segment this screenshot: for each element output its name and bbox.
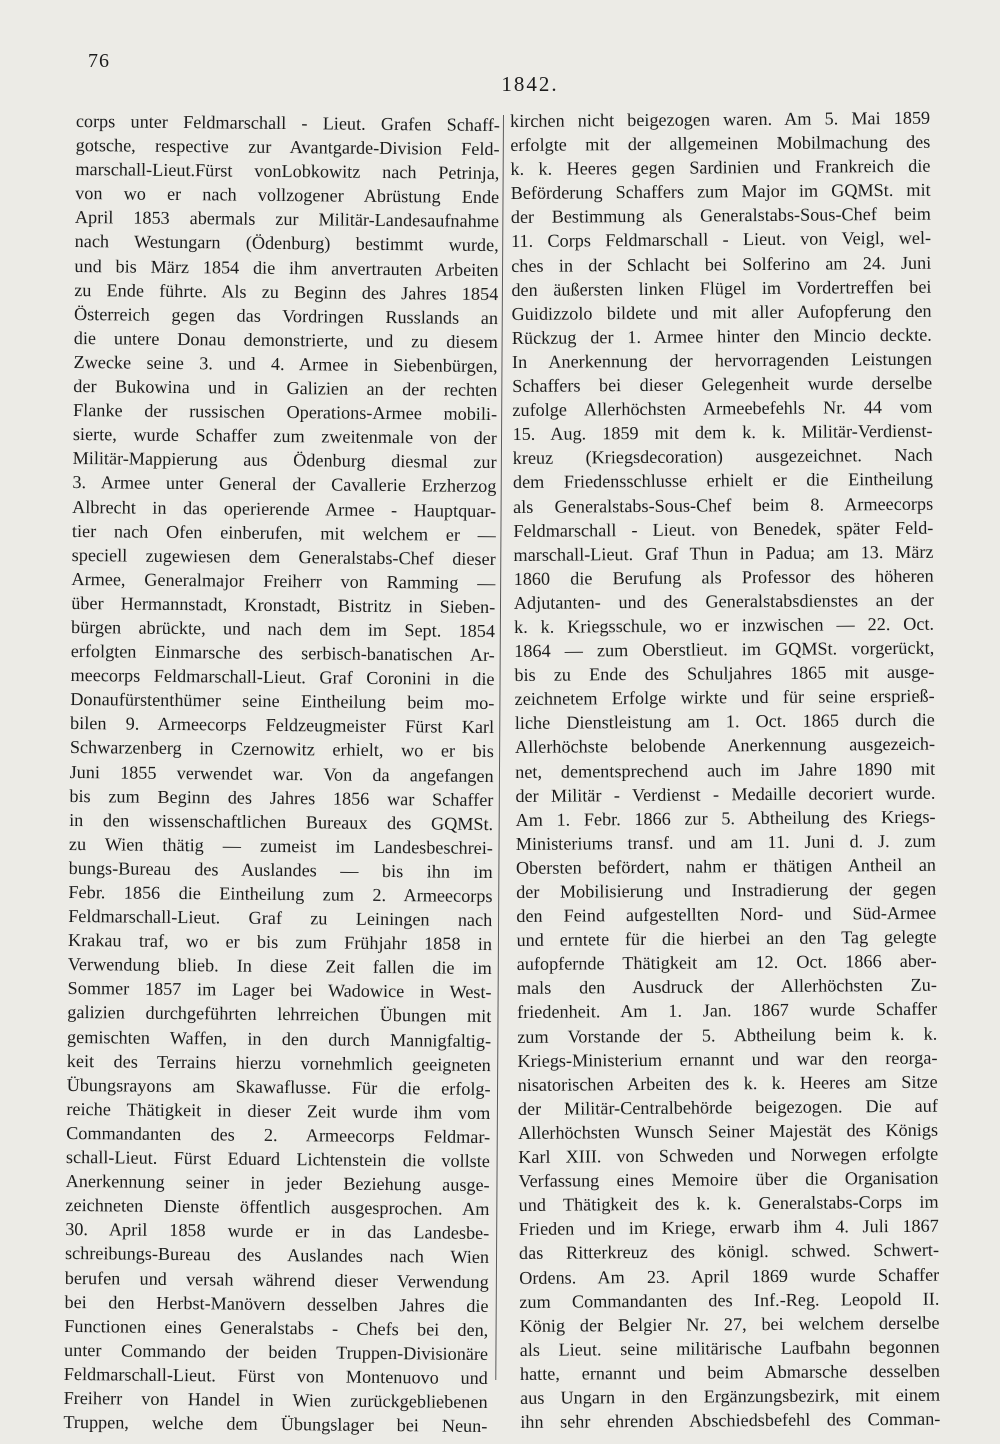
text-line: Commandanten des 2. Armeecorps Feldmar- bbox=[66, 1122, 491, 1147]
text-line: Juni 1855 verwendet war. Von da angefangen bbox=[69, 761, 494, 786]
text-line: Verfassung eines Memoire über die Organisation bbox=[518, 1167, 939, 1192]
text-line: nach Westungarn (Ödenburg) bestimmt wurde, bbox=[74, 231, 499, 256]
text-line: Militär-Mappierung aus Ödenburg diesmal zur bbox=[72, 448, 497, 473]
text-line: Ministeriums transf. und am 11. Juni d. J. zum bbox=[515, 830, 936, 854]
text-line: ihn sehr ehrenden Abschiedsbefehl des Comman- bbox=[520, 1408, 941, 1433]
text-line: Sommer 1857 im Lager bei Wadowice in West- bbox=[67, 978, 492, 1003]
text-line: Kriegs-Ministerium ernannt und war den reorga- bbox=[517, 1047, 938, 1071]
text-line: k. k. Heeres gegen Sardinien und Frankreich die bbox=[510, 155, 931, 180]
text-line: zufolge Allerhöchsten Armeebefehls Nr. 44 vom bbox=[512, 396, 933, 421]
text-line: tier nach Ofen einberufen, mit welchem er — bbox=[71, 520, 497, 545]
text-line: gemischten Waffen, in den durch Mannigfaltig- bbox=[67, 1026, 492, 1051]
text-line: Obersten befördert, nahm er thätigen Antheil an bbox=[515, 854, 937, 878]
text-line: liche Dienstleistung am 1. Oct. 1865 durch die bbox=[514, 710, 935, 734]
text-line: mals den Ausdruck der Allerhöchsten Zu- bbox=[516, 975, 937, 999]
text-line: schreibungs-Bureau des Auslandes nach Wien bbox=[64, 1243, 490, 1268]
text-line: unter Commando der beiden Truppen-Divisionäre bbox=[63, 1339, 489, 1364]
text-line: der Mobilisierung und Instradierung der gegen bbox=[516, 878, 937, 902]
text-line: Am 1. Febr. 1866 zur 5. Abtheilung des Kriegs- bbox=[515, 806, 936, 830]
text-line: Beförderung Schaffers zum Major im GQMSt. mit bbox=[510, 179, 931, 204]
text-line: erfolgten Einmarsche des serbisch-banatischen Ar- bbox=[70, 641, 495, 666]
text-line: bis zu Ende des Schuljahres 1865 mit ausge- bbox=[514, 661, 935, 686]
text-line: 11. Corps Feldmarschall - Lieut. von Veigl, wel- bbox=[510, 228, 932, 252]
text-line: kirchen nicht beigezogen waren. Am 5. Mai 1859 bbox=[510, 107, 931, 131]
text-line: reiche Thätigkeit in dieser Zeit wurde ihm vom bbox=[66, 1098, 491, 1123]
text-line: Feldmarschall-Lieut. Graf zu Leiningen nach bbox=[68, 906, 493, 931]
text-line: 1860 die Berufung als Professor des höheren bbox=[513, 565, 934, 589]
left-column bbox=[63, 109, 500, 1438]
text-line: Anerkennung seiner in jeder Beziehung ausge- bbox=[65, 1171, 490, 1196]
text-line: der Bukowina und in Galizien an der rechten bbox=[73, 376, 498, 401]
text-line: zum Commandanten des Inf.-Reg. Leopold II. bbox=[519, 1288, 940, 1312]
text-line: bei den Herbst-Manövern desselben Jahres die bbox=[64, 1291, 489, 1316]
text-line: den Feind aufgestellten Nord- und Süd-Armee bbox=[516, 902, 937, 927]
text-line: dem Friedensschlusse erhielt er die Eintheilung bbox=[512, 469, 933, 493]
text-line: meecorps Feldmarschall-Lieut. Graf Coronini in die bbox=[70, 665, 495, 690]
text-line: marschall-Lieut.Fürst vonLobkowitz nach Petrinja, bbox=[75, 159, 500, 184]
text-line: aus Ungarn in den Ergänzungsbezirk, mit einem bbox=[520, 1384, 941, 1408]
text-line: Allerhöchste belobende Anerkennung ausgezeich- bbox=[514, 734, 936, 758]
text-line: aufopfernde Thätigkeit am 12. Oct. 1866 aber- bbox=[516, 950, 937, 975]
year-header: 1842. bbox=[501, 72, 559, 96]
right-column bbox=[510, 106, 940, 1434]
text-line: gotsche, respective zur Avantgarde-Division Feld- bbox=[75, 135, 500, 160]
text-line: galizien durchgeführten lehrreichen Übungen mit bbox=[67, 1002, 492, 1027]
text-line: zu Wien thätig — zumeist im Landesbeschrei- bbox=[68, 833, 494, 858]
text-line: und bis März 1854 die ihm anvertrauten Arbeiten bbox=[74, 255, 499, 280]
text-line: die untere Donau demonstrierte, und zu diesem bbox=[73, 327, 498, 352]
text-line: marschall-Lieut. Graf Thun in Padua; am 13. März bbox=[513, 541, 934, 565]
text-line: Albrecht in das operierende Armee - Hauptquar- bbox=[72, 496, 497, 521]
text-line: Functionen eines Generalstabs - Chefs bei den, bbox=[64, 1315, 489, 1340]
text-line: ches in der Schlacht bei Solferino am 24. Juni bbox=[511, 252, 932, 276]
text-line: Allerhöchsten Wunsch Seiner Majestät des Königs bbox=[517, 1119, 939, 1143]
text-line: 30. April 1858 wurde er in das Landesbe- bbox=[65, 1219, 490, 1244]
text-line: Feldmarschall-Lieut. Fürst von Montenuovo und bbox=[63, 1363, 488, 1388]
text-line: hatte, ernannt und beim Abmarsche desselben bbox=[519, 1360, 940, 1384]
text-line: in den wissenschaftlichen Bureaux des GQMSt. bbox=[69, 809, 494, 834]
text-line: bis zum Beginn des Jahres 1856 war Schaffer bbox=[69, 785, 494, 810]
text-line: Guidizzolo bildete und mit aller Aufopferung den bbox=[511, 300, 932, 324]
text-line: Übungsrayons am Skawaflusse. Für die erfolg- bbox=[66, 1074, 491, 1099]
text-line: 15. Aug. 1859 mit dem k. k. Militär-Verdienst- bbox=[512, 420, 933, 445]
text-line: nisatorischen Arbeiten des k. k. Heeres am Sitze bbox=[517, 1071, 938, 1095]
text-line: zum Vorstande der 5. Abtheilung beim k. k. bbox=[517, 1023, 938, 1047]
text-line: Schwarzenberg in Czernowitz erhielt, wo er bis bbox=[69, 737, 494, 762]
text-line: corps unter Feldmarschall - Lieut. Grafen Schaff- bbox=[75, 110, 500, 136]
text-line: als Lieut. seine militärische Laufbahn begonnen bbox=[519, 1336, 940, 1360]
text-line: über Hermannstadt, Kronstadt, Bistritz in Sieben- bbox=[71, 592, 496, 617]
text-line: kreuz (Kriegsdecoration) ausgezeichnet. Nach bbox=[512, 445, 933, 469]
text-line: der Militär-Centralbehörde beigezogen. Die auf bbox=[517, 1095, 938, 1119]
text-line: sierte, wurde Schaffer zum zweitenmale von der bbox=[72, 424, 497, 449]
text-line: Rückzug der 1. Armee hinter den Mincio deckte. bbox=[511, 324, 932, 348]
text-line: friedenheit. Am 1. Jan. 1867 wurde Schaffer bbox=[517, 999, 938, 1023]
text-line: bürgen abrückte, und nach dem im Sept. 1854 bbox=[70, 616, 496, 642]
text-line: In Anerkennung der hervorragenden Leistungen bbox=[511, 348, 933, 372]
text-line: Adjutanten- und des Generalstabsdienstes an der bbox=[513, 589, 934, 613]
text-line: Karl XIII. von Schweden und Norwegen erfolgte bbox=[518, 1143, 939, 1167]
text-line: k. k. Kriegsschule, wo er inzwischen — 22. Oct. bbox=[513, 613, 935, 637]
text-line: das Ritterkreuz des königl. schwed. Schwert- bbox=[518, 1240, 940, 1264]
text-line: Freiherr von Handel in Wien zurückgebliebenen bbox=[63, 1387, 488, 1412]
text-line: Donaufürstenthümer seine Eintheilung beim mo- bbox=[70, 689, 495, 714]
text-line: bungs-Bureau des Auslandes — bis ihn im bbox=[68, 857, 493, 882]
text-line: speciell zugewiesen dem Generalstabs-Chef dieser bbox=[71, 544, 496, 569]
text-line: zu Ende führte. Als zu Beginn des Jahres 1854 bbox=[74, 279, 499, 304]
text-line: der Bestimmung als Generalstabs-Sous-Chef beim bbox=[510, 204, 931, 228]
text-line: und erntete für die hierbei an den Tag gelegte bbox=[516, 926, 937, 951]
text-line: Flanke der russischen Operations-Armee mobili- bbox=[73, 400, 498, 425]
page-number: 76 bbox=[88, 50, 110, 72]
text-line: den äußersten linken Flügel im Vordertreffen bei bbox=[511, 276, 932, 300]
text-line: König der Belgier Nr. 27, bei welchem derselbe bbox=[519, 1312, 940, 1336]
text-line: zeichneten Dienste öffentlich ausgesprochen. Am bbox=[65, 1195, 490, 1220]
text-line: Truppen, welche dem Übungslager bei Neun- bbox=[63, 1412, 488, 1437]
text-line: als Generalstabs-Sous-Chef beim 8. Armeecorps bbox=[513, 493, 934, 517]
text-line: Feldmarschall - Lieut. von Benedek, später Feld- bbox=[513, 517, 934, 541]
text-line: von wo er nach vollzogener Abrüstung Ende bbox=[75, 183, 500, 208]
text-line: Armee, Generalmajor Freiherr von Ramming — bbox=[71, 568, 496, 593]
text-line: zeichnetem Erfolge wirkte und für seine ersprieß- bbox=[514, 685, 935, 710]
text-line: April 1853 abermals zur Militär-Landesaufnahme bbox=[74, 207, 500, 232]
text-line: berufen und versah während dieser Verwendung bbox=[64, 1267, 489, 1292]
text-line: 3. Armee unter General der Cavallerie Erzherzog bbox=[72, 472, 497, 497]
text-line: Verwendung blieb. In diese Zeit fallen die im bbox=[67, 954, 492, 979]
text-line: 1864 — zum Oberstlieut. im GQMSt. vorgerückt, bbox=[514, 637, 935, 662]
text-line: Febr. 1856 die Eintheilung zum 2. Armeecorps bbox=[68, 881, 493, 907]
text-line: keit des Terrains hierzu vornehmlich geeigneten bbox=[66, 1050, 491, 1075]
text-line: Zwecke seine 3. und 4. Armee in Siebenbürgen, bbox=[73, 351, 498, 376]
text-line: erfolgte mit der allgemeinen Mobilmachung des bbox=[510, 131, 931, 156]
text-line: und Thätigkeit des k. k. Generalstabs-Corps im bbox=[518, 1191, 939, 1216]
text-line: Ordens. Am 23. April 1869 wurde Schaffer bbox=[519, 1264, 940, 1288]
text-line: net, dementsprechend auch im Jahre 1890 mit bbox=[515, 758, 936, 782]
text-line: Schaffers bei dieser Gelegenheit wurde derselbe bbox=[512, 372, 933, 397]
text-line: der Militär - Verdienst - Medaille decoriert wurde. bbox=[515, 782, 936, 806]
text-line: Österreich gegen das Vordringen Russlands an bbox=[73, 303, 499, 328]
text-line: Krakau traf, wo er bis zum Frühjahr 1858 in bbox=[67, 930, 493, 955]
text-line: schall-Lieut. Fürst Eduard Lichtenstein die vollste bbox=[65, 1146, 491, 1172]
text-line: bilen 9. Armeecorps Feldzeugmeister Fürst Karl bbox=[70, 713, 495, 738]
text-line: Frieden und im Kriege, erwarb ihm 4. Juli 1867 bbox=[518, 1215, 939, 1240]
